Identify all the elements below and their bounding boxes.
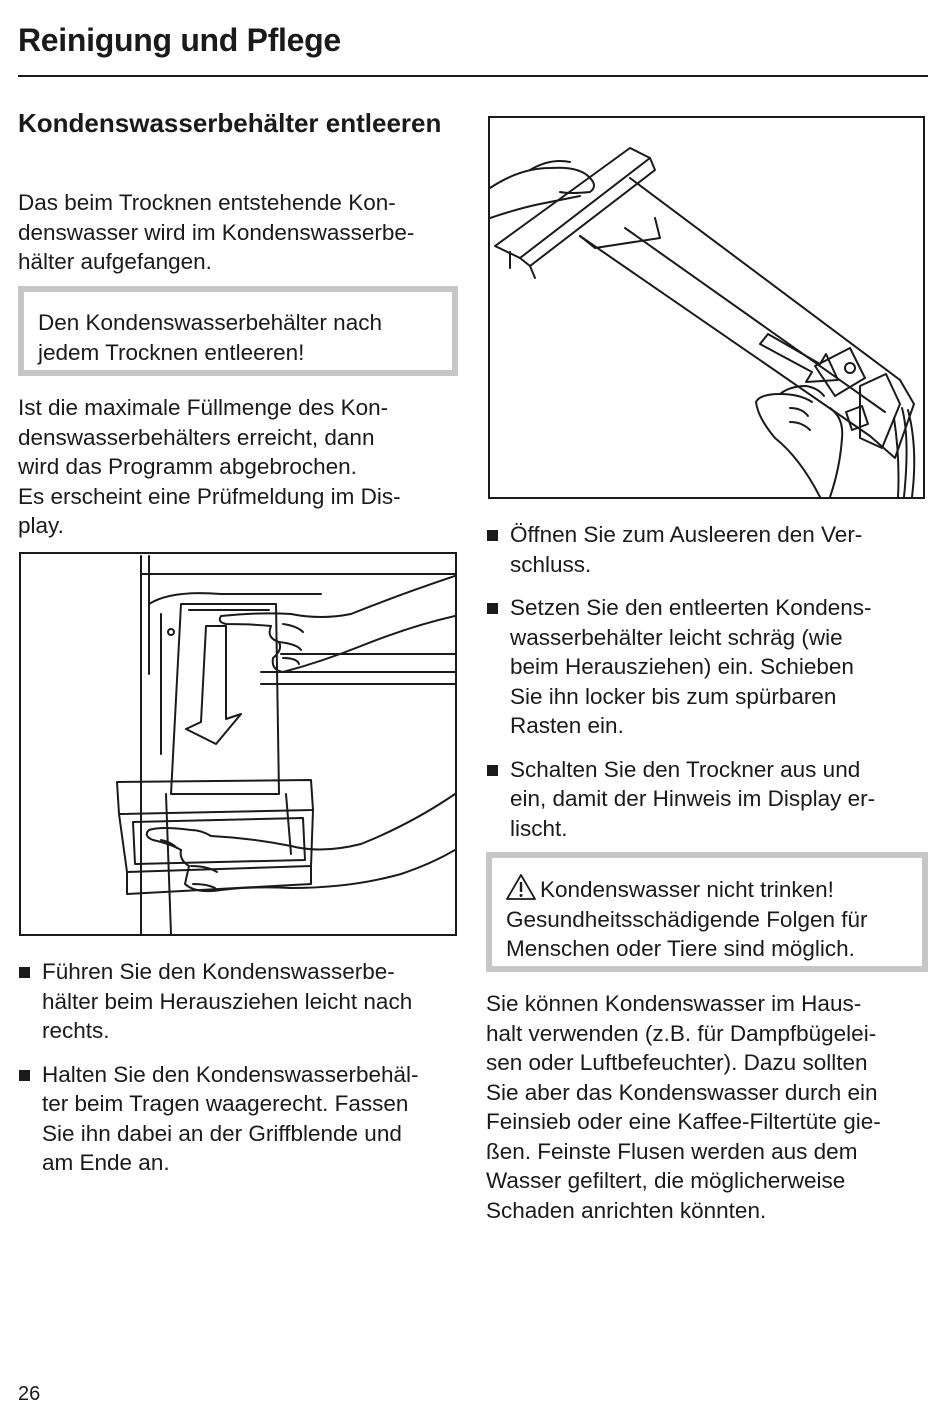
intro-paragraph <box>18 188 468 277</box>
max-fill-line: play. <box>18 513 64 538</box>
illustration-pull-out-container <box>19 552 457 936</box>
bullet-icon <box>487 603 498 614</box>
list-item-line: wasserbehälter leicht schräg (wie <box>510 624 843 650</box>
bullet-icon <box>487 765 498 776</box>
max-fill-paragraph <box>18 393 468 541</box>
warning-line: Gesundheitsschädigende Folgen für <box>506 906 868 932</box>
usage-paragraph <box>486 989 931 1225</box>
list-item-line: schluss. <box>510 551 592 577</box>
intro-line: Das beim Trocknen entstehende Kon- <box>18 190 396 215</box>
illustration-empty-container <box>488 116 925 499</box>
notice-box <box>18 286 458 376</box>
list-item <box>486 520 931 579</box>
list-item <box>18 1060 468 1178</box>
usage-line: Feinsieb oder eine Kaffee-Filtertüte gie- <box>486 1109 881 1134</box>
list-item-line: lischt. <box>510 815 568 841</box>
left-instruction-list <box>18 957 468 1192</box>
max-fill-line: wird das Programm abgebrochen. <box>18 454 357 479</box>
list-item-line: rechts. <box>42 1018 110 1043</box>
usage-line: Wasser gefiltert, die möglicherweise <box>486 1168 846 1193</box>
list-item-line: beim Herausziehen) ein. Schieben <box>510 654 854 679</box>
warning-triangle-icon <box>506 874 536 900</box>
warning-line <box>506 874 922 905</box>
emptying-drawing <box>490 118 923 497</box>
list-item-line: ein, damit der Hinweis im Display er- <box>510 786 876 811</box>
usage-line: Schaden anrichten könnten. <box>486 1197 767 1223</box>
list-item-line: Öffnen Sie zum Ausleeren den Ver- <box>510 522 863 547</box>
usage-line: halt verwenden (z.B. für Dampfbügelei- <box>486 1020 877 1046</box>
list-item-line: Rasten ein. <box>510 713 624 738</box>
intro-line: hälter aufgefangen. <box>18 249 212 274</box>
usage-line: sen oder Luftbefeuchter). Dazu sollten <box>486 1050 868 1075</box>
notice-line: Den Kondenswasserbehälter nach <box>38 310 382 335</box>
list-item-line: Sie ihn locker bis zum spürbaren <box>510 683 837 709</box>
list-item <box>18 957 468 1046</box>
list-item-line: Setzen Sie den entleerten Kondens- <box>510 595 872 620</box>
list-item-line: Halten Sie den Kondenswasserbehäl- <box>42 1061 419 1087</box>
list-item-line: hälter beim Herausziehen leicht nach <box>42 988 413 1014</box>
page-number: 26 <box>18 1383 41 1405</box>
warning-title: Kondenswasser nicht trinken! <box>540 877 834 902</box>
max-fill-line: Es erscheint eine Prüfmeldung im Dis- <box>18 483 401 509</box>
bullet-icon <box>19 967 30 978</box>
bullet-icon <box>19 1070 30 1081</box>
list-item-line: Schalten Sie den Trockner aus und <box>510 756 861 782</box>
list-item-line: ter beim Tragen waagerecht. Fassen <box>42 1091 409 1116</box>
notice-line: jedem Trocknen entleeren! <box>38 339 305 365</box>
max-fill-line: denswasserbehälters erreicht, dann <box>18 424 375 450</box>
list-item-line: am Ende an. <box>42 1150 170 1175</box>
list-item-line: Sie ihn dabei an der Griffblende und <box>42 1120 402 1146</box>
section-heading: Kondenswasserbehälter entleeren <box>18 108 442 138</box>
pull-out-drawing <box>21 554 455 934</box>
bullet-icon <box>487 530 498 541</box>
max-fill-line: Ist die maximale Füllmenge des Kon- <box>18 395 389 420</box>
list-item <box>486 593 931 741</box>
title-divider <box>18 75 928 77</box>
right-instruction-list <box>486 520 931 857</box>
usage-line: Sie können Kondenswasser im Haus- <box>486 991 862 1016</box>
list-item-line: Führen Sie den Kondenswasserbe- <box>42 959 395 984</box>
usage-line: Sie aber das Kondenswasser durch ein <box>486 1079 878 1105</box>
list-item <box>486 755 931 844</box>
intro-line: denswasser wird im Kondenswasserbe- <box>18 219 415 245</box>
page-title: Reinigung und Pflege <box>18 22 341 58</box>
warning-line: Menschen oder Tiere sind möglich. <box>506 936 855 961</box>
usage-line: ßen. Feinste Flusen werden aus dem <box>486 1138 858 1164</box>
warning-box <box>486 852 928 972</box>
